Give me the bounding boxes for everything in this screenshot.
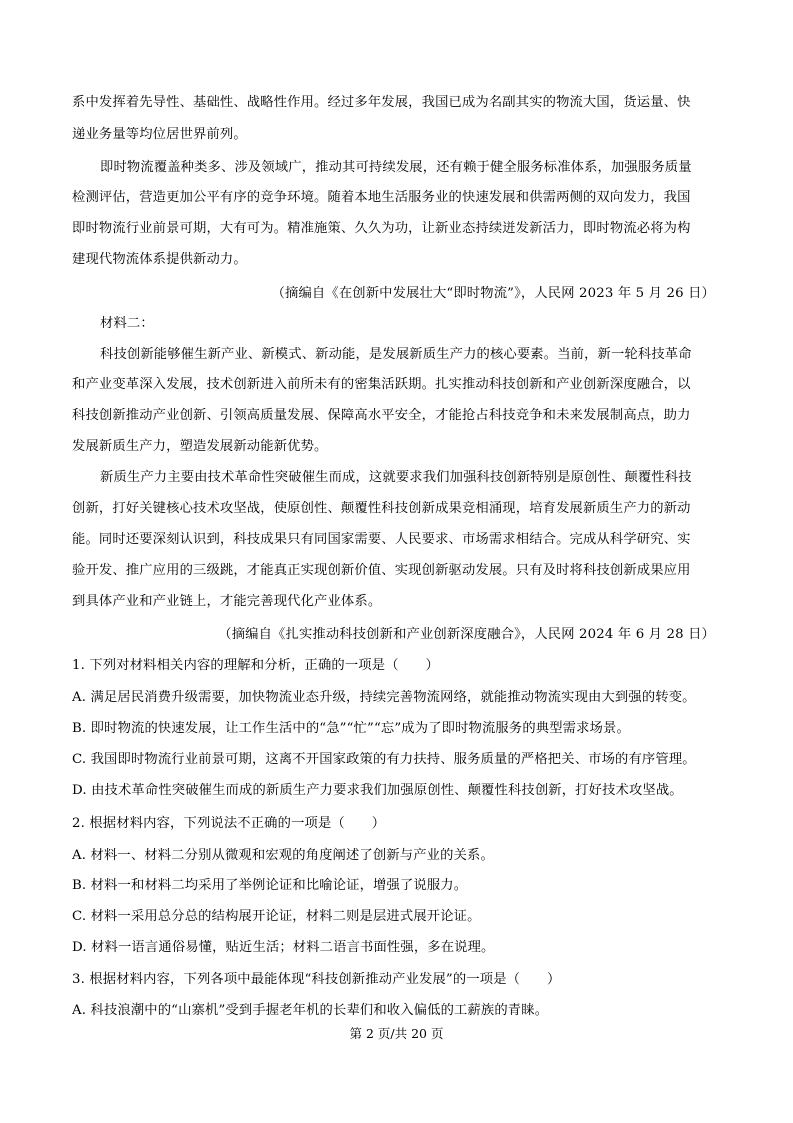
question-option: A. 材料一、材料二分别从微观和宏观的角度阐述了创新与产业的关系。: [72, 848, 494, 863]
paragraph-line: 新质生产力主要由技术革命性突破催生而成，这就要求我们加强科技创新特别是原创性、颠覆性科技: [100, 470, 692, 485]
question-option: A. 满足居民消费升级需要，加快物流业态升级，持续完善物流网络，就能推动物流实现由大到强的转变。: [72, 690, 696, 705]
source-citation: （摘编自《扎实推动科技创新和产业创新深度融合》，人民网 2024 年 6 月 28 日）: [218, 627, 715, 642]
material-heading: 材料二：: [100, 316, 154, 331]
question-option: A. 科技浪潮中的“山寨机”受到手握老年机的长辈们和收入偏低的工薪族的青睐。: [72, 1003, 549, 1018]
question-option: D. 材料一语言通俗易懂，贴近生活；材料二语言书面性强，多在说理。: [72, 940, 495, 955]
paragraph-line: 即时物流覆盖种类多、涉及领域广，推动其可持续发展，还有赖于健全服务标准体系，加强服务质量: [100, 160, 692, 175]
paragraph-line: 建现代物流体系提供新动力。: [72, 252, 247, 267]
paragraph-line: 和产业变革深入发展，技术创新进入前所未有的密集活跃期。扎实推动科技创新和产业创新深度融合，以: [72, 377, 691, 392]
paragraph-line: 创新，打好关键核心技术攻坚战，使原创性、颠覆性科技创新成果竞相涌现，培育发展新质生产力的新动: [72, 501, 691, 516]
question-option: C. 材料一采用总分总的结构展开论证，材料二则是层进式展开论证。: [72, 909, 481, 924]
paragraph-line: 到具体产业和产业链上，才能完善现代化产业体系。: [72, 594, 382, 609]
paragraph-line: 科技创新能够催生新产业、新模式、新动能，是发展新质生产力的核心要素。当前，新一轮科技革命: [100, 347, 692, 362]
paragraph-line: 能。同时还要深刻认识到，科技成果只有同国家需要、人民要求、市场需求相结合。完成从科学研究、实: [72, 532, 691, 547]
paragraph-line: 递业务量等均位居世界前列。: [72, 127, 247, 142]
source-citation: （摘编自《在创新中发展壮大“即时物流”》，人民网 2023 年 5 月 26 日）: [271, 286, 715, 301]
paragraph-line: 即时物流行业前景可期，大有可为。精准施策、久久为功，让新业态持续迸发新活力，即时物流必将为构: [72, 221, 691, 236]
question-option: D. 由技术革命性突破催生而成的新质生产力要求我们加强原创性、颠覆性科技创新，打好技术攻坚战。: [72, 783, 683, 798]
question-stem: 2. 根据材料内容，下列说法不正确的一项是（ ）: [72, 816, 386, 831]
page-number-footer: 第 2 页/共 20 页: [349, 1026, 444, 1041]
paragraph-line: 系中发挥着先导性、基础性、战略性作用。经过多年发展，我国已成为名副其实的物流大国，货运量、快: [72, 95, 691, 110]
paragraph-line: 发展新质生产力，塑造发展新动能新优势。: [72, 439, 328, 454]
question-stem: 3. 根据材料内容，下列各项中最能体现“科技创新推动产业发展”的一项是（ ）: [72, 972, 561, 987]
question-option: B. 材料一和材料二均采用了举例论证和比喻论证，增强了说服力。: [72, 878, 468, 893]
question-option: C. 我国即时物流行业前景可期，这离不开国家政策的有力扶持、服务质量的严格把关、市场的有序管理。: [72, 752, 696, 767]
question-option: B. 即时物流的快速发展，让工作生活中的“急”“忙”“忘”成为了即时物流服务的典型需求场景。: [72, 721, 630, 736]
paragraph-line: 验开发、推广应用的三级跳，才能真正实现创新价值、实现创新驱动发展。只有及时将科技创新成果应用: [72, 563, 691, 578]
paragraph-line: 科技创新推动产业创新、引领高质量发展、保障高水平安全，才能抢占科技竞争和未来发展制高点，助力: [72, 408, 691, 423]
paragraph-line: 检测评估，营造更加公平有序的竞争环境。随着本地生活服务业的快速发展和供需两侧的双向发力，我国: [72, 190, 691, 205]
question-stem: 1. 下列对材料相关内容的理解和分析，正确的一项是（ ）: [72, 658, 439, 673]
